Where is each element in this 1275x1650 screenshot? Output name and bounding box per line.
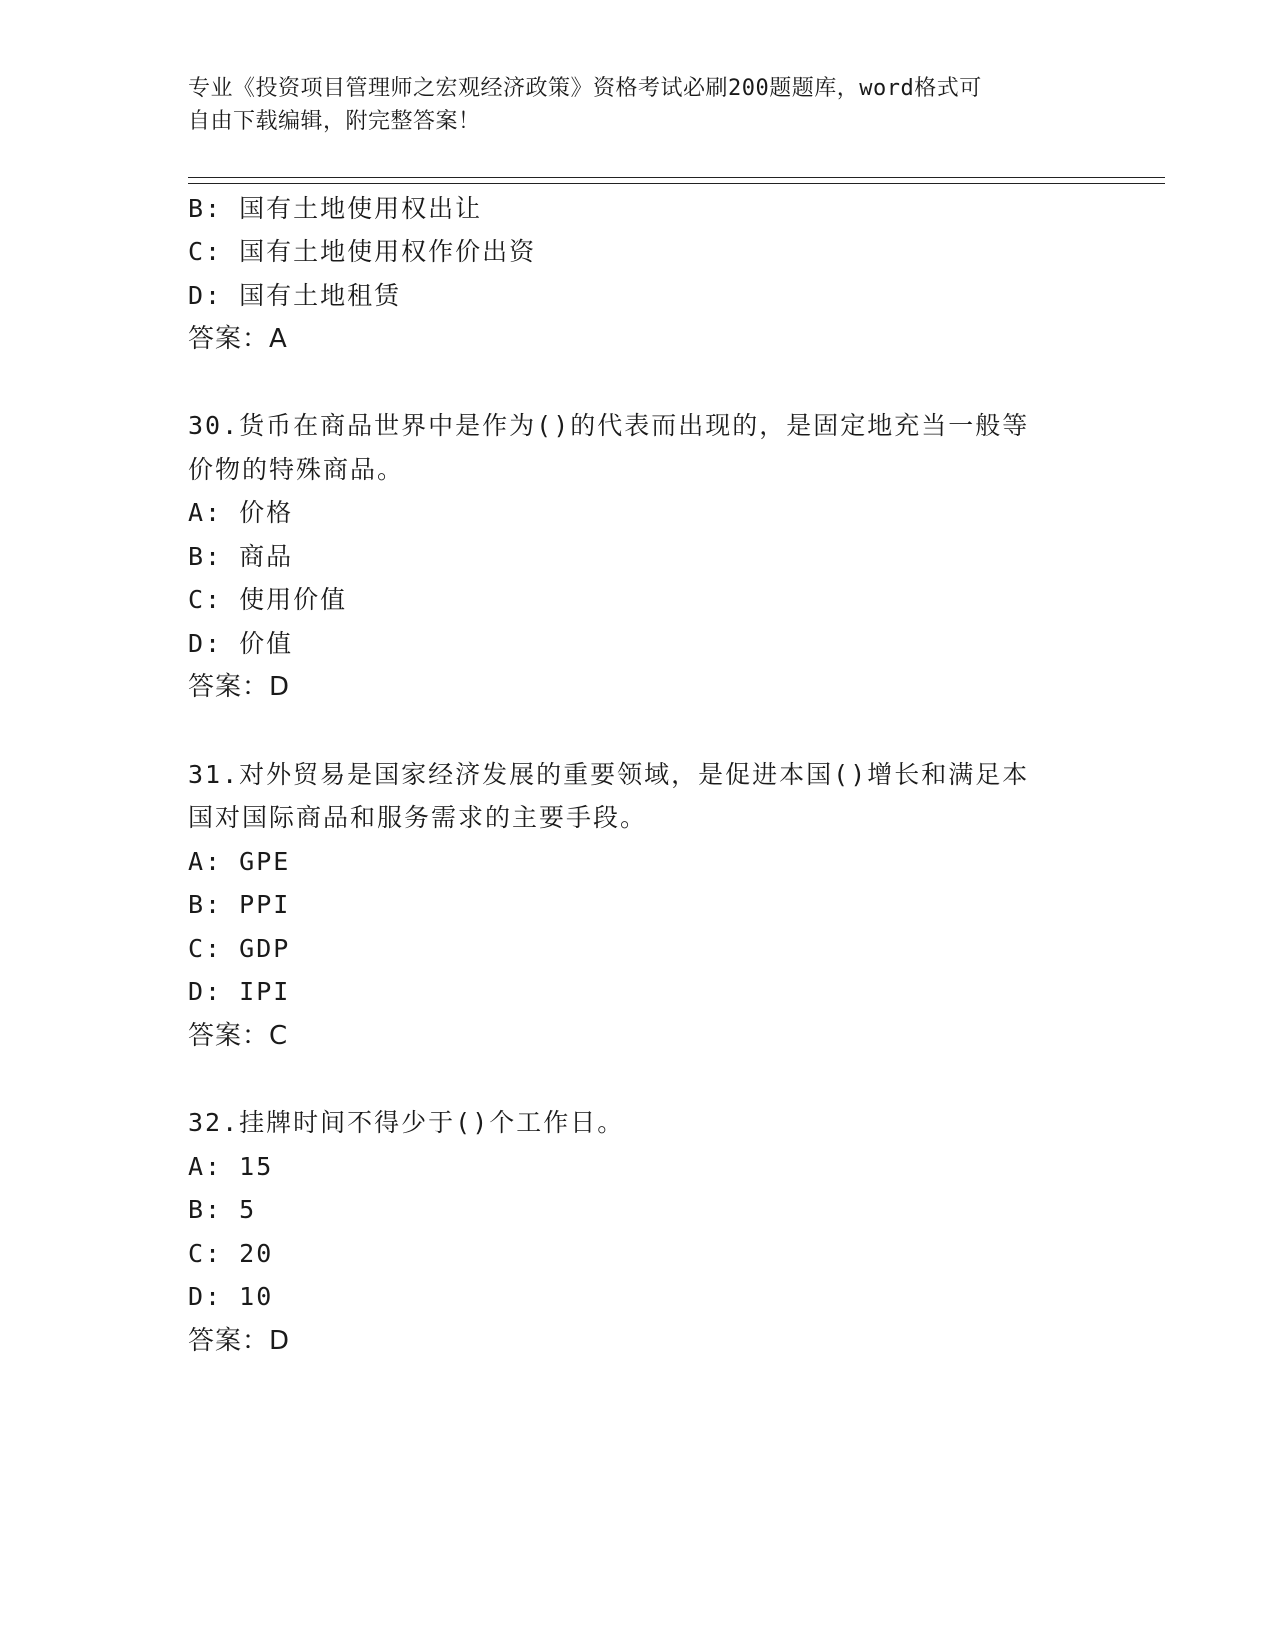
option-b: B: 商品 [188, 542, 294, 571]
option-d: D: IPI [188, 977, 291, 1006]
option-d: D: 10 [188, 1282, 274, 1311]
option-d: D: 国有土地租赁 [188, 281, 402, 310]
question-stem: 价物的特殊商品。 [188, 455, 405, 484]
option-c: C: 使用价值 [188, 585, 348, 614]
answer-line: 答案：D [188, 672, 291, 702]
header-line-2: 自由下载编辑，附完整答案！ [188, 109, 481, 134]
option-d: D: 价值 [188, 629, 294, 658]
header-divider-bottom [188, 183, 1165, 184]
question-stem: 31.对外贸易是国家经济发展的重要领域，是促进本国()增长和满足本 [188, 760, 1030, 789]
question-stem: 国对国际商品和服务需求的主要手段。 [188, 803, 648, 832]
option-c: C: 20 [188, 1239, 274, 1268]
header-line-1: 专业《投资项目管理师之宏观经济政策》资格考试必刷200题题库，word格式可 [188, 76, 982, 101]
answer-line: 答案：D [188, 1326, 291, 1356]
option-b: B: 5 [188, 1195, 257, 1224]
option-b: B: 国有土地使用权出让 [188, 194, 483, 223]
document-header [188, 72, 1068, 138]
answer-line: 答案：A [188, 324, 288, 354]
question-stem: 30.货币在商品世界中是作为()的代表而出现的，是固定地充当一般等 [188, 411, 1030, 440]
option-a: A: 价格 [188, 498, 294, 527]
question-stem: 32.挂牌时间不得少于()个工作日。 [188, 1108, 625, 1137]
option-a: A: GPE [188, 847, 291, 876]
option-a: A: 15 [188, 1152, 274, 1181]
header-divider-top [188, 177, 1165, 178]
answer-line: 答案：C [188, 1021, 289, 1051]
option-c: C: 国有土地使用权作价出资 [188, 237, 537, 266]
option-c: C: GDP [188, 934, 291, 963]
option-b: B: PPI [188, 890, 291, 919]
